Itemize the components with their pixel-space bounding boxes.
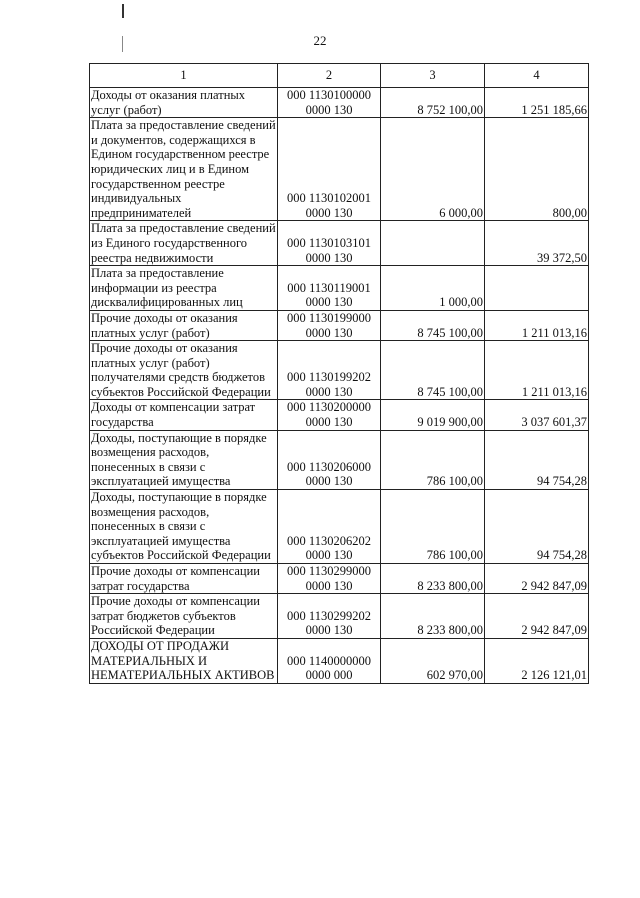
row-planned: 9 019 900,00 [381, 400, 485, 430]
row-code-line1: 000 1140000000 [287, 653, 371, 668]
table-row [90, 594, 589, 639]
row-planned: 8 745 100,00 [381, 310, 485, 340]
revenue-table [89, 63, 589, 684]
row-code-line1: 000 1130206000 [287, 459, 371, 474]
row-planned: 8 233 800,00 [381, 564, 485, 594]
row-code-line2: 0000 130 [305, 474, 353, 489]
row-code [278, 266, 381, 311]
row-name: Прочие доходы от компенсации затрат бюджетов субъектов Российской Федерации [90, 594, 278, 639]
row-name: Доходы от оказания платных услуг (работ) [90, 88, 278, 118]
row-name: Плата за предоставление информации из реестра дисквалифицированных лиц [90, 266, 278, 311]
row-actual: 1 211 013,16 [485, 341, 589, 400]
row-name: Плата за предоставление сведений из Единого государственного реестра недвижимости [91, 221, 276, 265]
row-code [278, 594, 381, 639]
row-code [278, 638, 381, 683]
row-planned: 786 100,00 [381, 430, 485, 489]
table-row [90, 564, 589, 594]
column-header-4: 4 [485, 64, 589, 88]
row-planned [381, 221, 485, 266]
row-name: Доходы от компенсации затрат государства [90, 400, 278, 430]
row-code-line1: 000 1130299202 [287, 608, 371, 623]
row-planned: 602 970,00 [381, 638, 485, 683]
row-actual: 3 037 601,37 [485, 400, 589, 430]
row-code-line2: 0000 130 [305, 384, 353, 399]
row-planned: 6 000,00 [381, 118, 485, 221]
table-row [90, 221, 589, 266]
row-code [278, 88, 381, 118]
row-code-line2: 0000 130 [305, 548, 353, 563]
row-name: Прочие доходы от компенсации затрат государства [90, 564, 278, 594]
row-name: Прочие доходы от оказания платных услуг (работ) [90, 310, 278, 340]
table-row [90, 341, 589, 400]
row-actual: 94 754,28 [485, 430, 589, 489]
row-code [278, 310, 381, 340]
row-name: Доходы, поступающие в порядке возмещения расходов, понесенных в связи с эксплуатацией имущества субъектов Российской Федерации [90, 490, 278, 564]
row-code-line2: 0000 000 [305, 668, 353, 683]
row-actual: 94 754,28 [485, 490, 589, 564]
row-name: Прочие доходы от оказания платных услуг (работ) получателями средств бюджетов субъектов Российской Федерации [90, 341, 278, 400]
row-code-line2: 0000 130 [305, 295, 353, 310]
row-actual: 800,00 [485, 118, 589, 221]
row-code [278, 341, 381, 400]
row-code-line1: 000 1130200000 [287, 400, 371, 415]
table-header-row [90, 64, 589, 88]
row-code-line2: 0000 130 [305, 250, 353, 265]
row-planned: 8 745 100,00 [381, 341, 485, 400]
row-code-line2: 0000 130 [305, 578, 353, 593]
row-code [278, 400, 381, 430]
row-planned: 1 000,00 [381, 266, 485, 311]
row-code [278, 221, 381, 266]
column-header-3: 3 [381, 64, 485, 88]
table-row [90, 118, 589, 221]
row-actual: 1 251 185,66 [485, 88, 589, 118]
table-row [90, 88, 589, 118]
table-row [90, 430, 589, 489]
row-code [278, 118, 381, 221]
row-planned: 8 233 800,00 [381, 594, 485, 639]
table-row [90, 266, 589, 311]
row-code-line1: 000 1130100000 [287, 88, 371, 102]
table-row [90, 490, 589, 564]
row-code-line1: 000 1130199000 [287, 310, 371, 325]
row-name: Доходы, поступающие в порядке возмещения расходов, понесенных в связи с эксплуатацией имущества [90, 430, 278, 489]
row-code-line1: 000 1130102001 [287, 191, 371, 206]
row-code-line2: 0000 130 [305, 623, 353, 638]
table-row [90, 310, 589, 340]
row-actual [485, 266, 589, 311]
table-row [90, 638, 589, 683]
row-code-line2: 0000 130 [305, 325, 353, 340]
row-planned: 786 100,00 [381, 490, 485, 564]
row-actual: 2 942 847,09 [485, 594, 589, 639]
row-code-line1: 000 1130119001 [287, 280, 371, 295]
row-code-line1: 000 1130206202 [287, 533, 371, 548]
row-actual: 2 942 847,09 [485, 564, 589, 594]
row-actual: 2 126 121,01 [485, 638, 589, 683]
scan-mark [122, 4, 124, 18]
row-code [278, 564, 381, 594]
column-header-1: 1 [90, 64, 278, 88]
row-code-line2: 0000 130 [305, 102, 353, 117]
row-code-line1: 000 1130199202 [287, 370, 371, 385]
row-actual: 39 372,50 [485, 221, 589, 266]
column-header-2: 2 [278, 64, 381, 88]
row-actual: 1 211 013,16 [485, 310, 589, 340]
row-code-line1: 000 1130299000 [287, 564, 371, 578]
page-number: 22 [313, 33, 327, 48]
row-code-line1: 000 1130103101 [287, 235, 371, 250]
row-code [278, 490, 381, 564]
row-name: Плата за предоставление сведений и документов, содержащихся в Едином государственном реестре юридических лиц и в Едином государственном реестре индивидуальных предпринимателей [91, 118, 276, 220]
row-code-line2: 0000 130 [305, 205, 353, 220]
row-planned: 8 752 100,00 [381, 88, 485, 118]
row-name: ДОХОДЫ ОТ ПРОДАЖИ МАТЕРИАЛЬНЫХ И НЕМАТЕРИАЛЬНЫХ АКТИВОВ [90, 638, 278, 683]
row-code-line2: 0000 130 [305, 415, 353, 430]
row-code [278, 430, 381, 489]
table-row [90, 400, 589, 430]
